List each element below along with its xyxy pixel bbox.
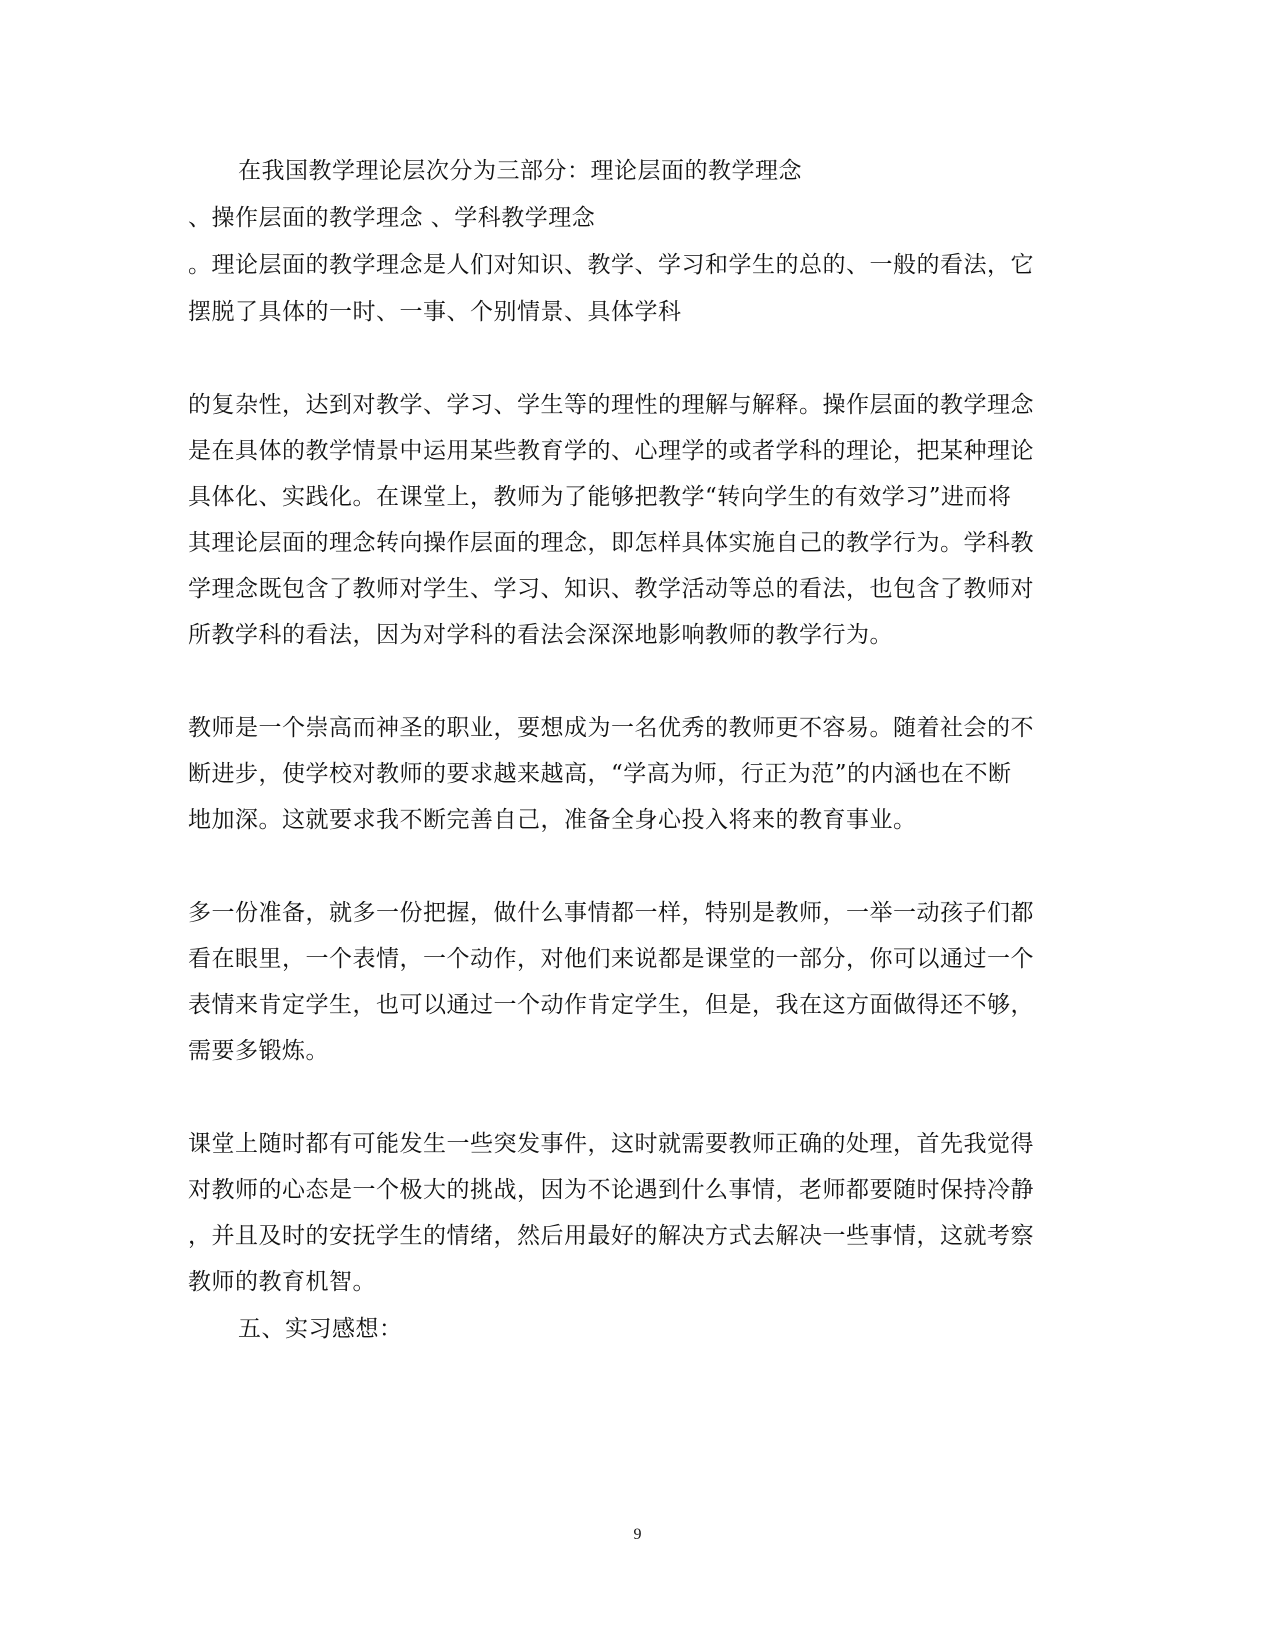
paragraph-1-line-3: 。理论层面的教学理念是人们对知识、教学、学习和学生的总的、一般的看法，它: [188, 252, 1034, 278]
paragraph-1-line-2: 、操作层面的教学理念 、学科教学理念: [188, 205, 596, 231]
paragraph-1-line-1: 在我国教学理论层次分为三部分：理论层面的教学理念: [238, 158, 802, 184]
page-number: 9: [633, 1526, 642, 1543]
paragraph-4-line-2: 看在眼里，一个表情，一个动作，对他们来说都是课堂的一部分，你可以通过一个: [188, 946, 1034, 972]
paragraph-4-line-1: 多一份准备，就多一份把握，做什么事情都一样，特别是教师，一举一动孩子们都: [188, 900, 1034, 926]
paragraph-2-line-6: 所教学科的看法，因为对学科的看法会深深地影响教师的教学行为。: [188, 622, 893, 648]
paragraph-2-line-4: 其理论层面的理念转向操作层面的理念，即怎样具体实施自己的教学行为。学科教: [188, 530, 1034, 556]
paragraph-3-line-1: 教师是一个崇高而神圣的职业，要想成为一名优秀的教师更不容易。随着社会的不: [188, 715, 1034, 741]
paragraph-2-line-3: 具体化、实践化。在课堂上，教师为了能够把教学“转向学生的有效学习”进而将: [188, 484, 1012, 510]
paragraph-2-line-1: 的复杂性，达到对教学、学习、学生等的理性的理解与解释。操作层面的教学理念: [188, 392, 1034, 418]
paragraph-2-line-5: 学理念既包含了教师对学生、学习、知识、教学活动等总的看法，也包含了教师对: [188, 576, 1034, 602]
paragraph-3-line-2: 断进步，使学校对教师的要求越来越高，“学高为师，行正为范”的内涵也在不断: [188, 761, 1012, 787]
paragraph-4-line-3: 表情来肯定学生，也可以通过一个动作肯定学生，但是，我在这方面做得还不够，: [188, 992, 1034, 1018]
paragraph-5-line-4: 教师的教育机智。: [188, 1269, 376, 1295]
paragraph-5-line-2: 对教师的心态是一个极大的挑战，因为不论遇到什么事情，老师都要随时保持冷静: [188, 1177, 1034, 1203]
paragraph-3-line-3: 地加深。这就要求我不断完善自己，准备全身心投入将来的教育事业。: [188, 807, 917, 833]
section-heading: 五、实习感想：: [238, 1316, 403, 1342]
paragraph-5-line-1: 课堂上随时都有可能发生一些突发事件，这时就需要教师正确的处理，首先我觉得: [188, 1131, 1034, 1157]
paragraph-5-line-3: ，并且及时的安抚学生的情绪，然后用最好的解决方式去解决一些事情，这就考察: [188, 1223, 1034, 1249]
paragraph-1-line-4: 摆脱了具体的一时、一事、个别情景、具体学科: [188, 299, 682, 325]
paragraph-4-line-4: 需要多锻炼。: [188, 1038, 329, 1064]
paragraph-2-line-2: 是在具体的教学情景中运用某些教育学的、心理学的或者学科的理论，把某种理论: [188, 438, 1034, 464]
